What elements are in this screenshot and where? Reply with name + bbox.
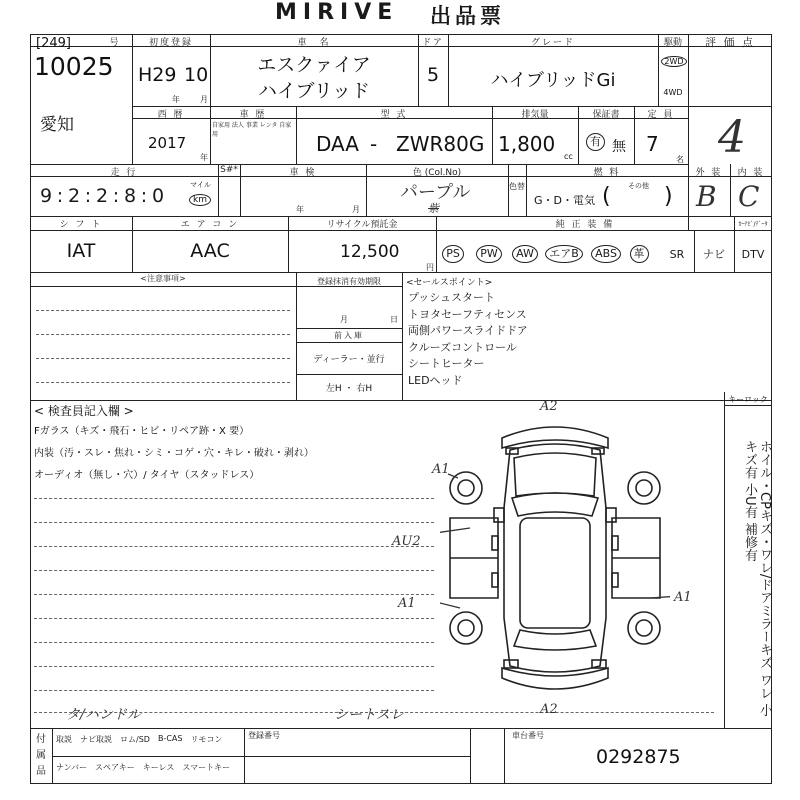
color-label: 色 (Col.No) [412,168,462,178]
inspector-label: < 検査員記入欄 > [34,404,134,418]
accessory-item: スペアキー [95,763,135,772]
fuel-other: その他 [628,182,649,190]
grid-line [688,34,689,230]
displacement-value: 1,800 [498,132,556,156]
door-count: 5 [426,64,440,86]
inspection-month: 月 [352,205,360,214]
sales-point: シートヒーター [408,357,485,370]
grid-line [724,392,725,728]
car-diagram [440,408,670,708]
car-name-line1: エスクァイア [257,54,371,76]
color-sub: 紫 [428,202,439,215]
model-prefix: DAA [316,132,359,156]
capacity-label: 定 員 [647,110,675,120]
grid-line [724,405,772,406]
mile-unit: マイル [190,181,211,189]
notes-label: <注意事項> [140,274,186,283]
first-reg-era: H29 [138,64,177,86]
sales-point: 両側パワースライドドア [408,324,528,337]
note-line [36,334,290,335]
equip-ps: PS [438,240,468,268]
fuel-paren-close: ) [664,184,673,209]
fuel-paren-open: ( [602,184,611,209]
mileage-digit: 2 [95,185,109,207]
sales-point: トヨタセーフティセンス [408,307,527,321]
inspector-line: Fガラス（キズ・飛石・ヒビ・リペア跡・X 要） [34,426,250,437]
exterior-label: 外 装 [695,168,723,178]
sales-point: LEDヘッド [408,373,463,387]
grid-line [52,728,53,784]
sales-point: クルーズコントロール [408,340,517,354]
accessory-item: スマートキー [182,763,231,772]
carnavi-label: ｶｰﾅﾋﾞ/ﾃﾞｰﾀ [738,221,768,228]
first-reg-month: 10 [184,64,209,86]
grid-line [504,728,505,784]
first-reg-label: 初度登録 [148,38,193,48]
drive-4wd: 4WD [663,88,683,97]
inspector-line: 内装（汚・スレ・焦れ・シミ・コゲ・穴・キレ・破れ・剥れ） [34,448,314,459]
sales-point: プッシュスタート [408,291,496,304]
year-label: 西 暦 [157,110,185,120]
grid-line [296,374,402,375]
recycle-label: リサイクル預託金 [326,220,398,230]
warranty-label: 保証書 [592,110,620,120]
color-value: パープル [400,182,471,203]
equip-airbag: エアB [544,240,584,268]
area-name: 愛知 [40,115,74,135]
equip-abs: ABS [586,240,626,268]
accessory-item: 取説 [56,735,72,744]
grid-line [30,230,772,231]
sales-points-label: <セールスポイント> [406,278,493,288]
grid-line [52,756,470,757]
reg-expiry-day: 日 [390,315,398,324]
no-label: 号 [109,38,121,48]
model-code: ZWR80G [396,132,485,156]
accessory-item: キーレス [142,763,175,772]
equip-navi: ナビ [703,248,725,261]
capacity-unit: 名 [676,155,684,164]
drive-2wd: 2WD [661,56,687,67]
accessory-item: ナンバー [56,763,88,772]
inspector-blank-line [34,618,434,619]
accessory-header: 付 属 品 [36,734,46,777]
prev-car-label: 前入庫 [334,331,364,340]
accessory-item: ロム/SD [120,735,150,744]
recycle-yen: 円 [426,263,434,272]
color-change-label: 色替 [509,182,525,191]
score-label: 評 価 点 [705,36,755,49]
accessory-item: ナビ取説 [80,735,112,744]
accessory-row [56,734,222,745]
month-unit: 月 [200,95,208,104]
warranty-yes: 有 [586,133,605,151]
inspection-label: 車 検 [289,168,317,178]
km-unit: km [189,194,211,206]
equip-dtv: DTV [741,247,765,261]
damage-mark-rear-left: A1 [398,596,416,611]
interior-label: 内 装 [737,168,765,178]
recycle-value: 12,500 [340,242,400,262]
displacement-label: 排気量 [521,110,549,120]
header [0,0,800,32]
ac-label: エ ア コ ン [180,220,240,230]
grid-line [244,728,245,784]
sales-points-list [408,290,528,389]
grid-line [470,728,471,784]
reg-no-label: 登録番号 [248,731,280,740]
inspector-blank-line [34,522,434,523]
accessory-row [56,762,230,773]
equip-sr: SR [669,247,685,261]
shift-value: IAT [66,240,96,262]
inspector-blank-line [34,498,434,499]
handle-option: 左H ・ 右H [325,384,373,394]
note-line [36,358,290,359]
interior-score: C [738,180,760,213]
mileage-digit: 2 [67,185,81,207]
dealer-option: ディーラー・並行 [313,355,385,365]
mileage-digit: 0 [151,185,165,207]
mileage-digit: 9 [39,185,53,207]
inspector-blank-line [34,546,434,547]
inspector-blank-line [34,666,434,667]
car-name-label: 車 名 [297,38,331,48]
damage-mark-front-left: A1 [432,462,450,477]
s-no-label: S#* [220,165,238,175]
ac-value: AAC [190,240,230,262]
damage-mark-rear: A2 [540,702,558,717]
inspector-blank-line [34,690,434,691]
inspection-year: 年 [296,205,304,214]
cc-unit: cc [564,152,573,161]
handwritten-note: シートスレ [334,707,404,723]
warranty-no: 無 [612,139,626,155]
model-label: 型 式 [380,110,408,120]
drive-label: 駆動 [663,38,682,48]
damage-legend: ホイル・CPキズ・ワレ/ドアミラーキズ ワレ 小キズ有 小U有 補修有 [742,440,772,717]
car-name-line2: ハイブリッド [258,80,370,102]
shift-label: シ フ ト [59,220,103,230]
lot-number: 10025 [34,52,114,81]
equip-pw: PW [474,240,504,268]
chassis-label: 車台番号 [512,731,544,740]
year-unit: 年 [172,95,180,104]
door-label: ドア [422,38,444,48]
reg-expiry-month: 月 [340,315,348,324]
mileage-display: 9 : 2 : 2 : 8 : 0 [36,182,186,210]
history-options: 自家用 法人 事業 レンタ 自家用 [212,122,292,138]
note-line [36,382,290,383]
keylock-label: キーロック [728,395,768,404]
note-line [36,310,290,311]
damage-mark-left-door: AU2 [392,534,421,549]
capacity-value: 7 [646,132,659,156]
grid-line [30,400,772,401]
mileage-digit: 8 [123,185,137,207]
inspector-blank-line [34,570,434,571]
equip-aw: AW [510,240,540,268]
grid-line [30,728,772,729]
lot-code: [249] [36,36,71,51]
form-title: 出品票 [430,4,505,28]
grid-line [402,272,403,400]
model-dash: - [370,132,378,156]
damage-mark-front: A2 [540,399,558,414]
inspector-blank-line [34,594,434,595]
grid-line [132,34,133,164]
overall-score: 4 [718,112,746,163]
fuel-options: G・D・電気 [534,194,595,207]
inspector-blank-line [34,642,434,643]
inspector-line: オーディオ（無し・穴）/ タイヤ（スタッドレス） [34,470,260,481]
exterior-score: B [696,180,717,213]
mileage-label: 走 行 [110,168,138,178]
model-year-suffix: 年 [200,153,208,162]
accessory-item: リモコン [190,735,223,744]
model-year: 2017 [148,134,187,152]
equipment-label: 純 正 装 備 [555,220,615,230]
handwritten-note: タ/ハンドル [66,707,141,723]
damage-mark-rear-right: A1 [674,590,692,605]
accessory-item: B-CAS [157,734,183,743]
reg-expiry-label: 登録抹消有効期限 [317,277,381,286]
brand-logo: MIRIVE [275,0,399,25]
grid-line [296,342,402,343]
grade-value: ハイブリッドGi [490,70,616,91]
chassis-number: 0292875 [596,746,681,768]
fuel-label: 燃 料 [593,168,621,178]
equip-leather: 革 [624,240,654,268]
grade-label: グレード [530,38,575,48]
history-label: 車 歴 [239,110,267,120]
